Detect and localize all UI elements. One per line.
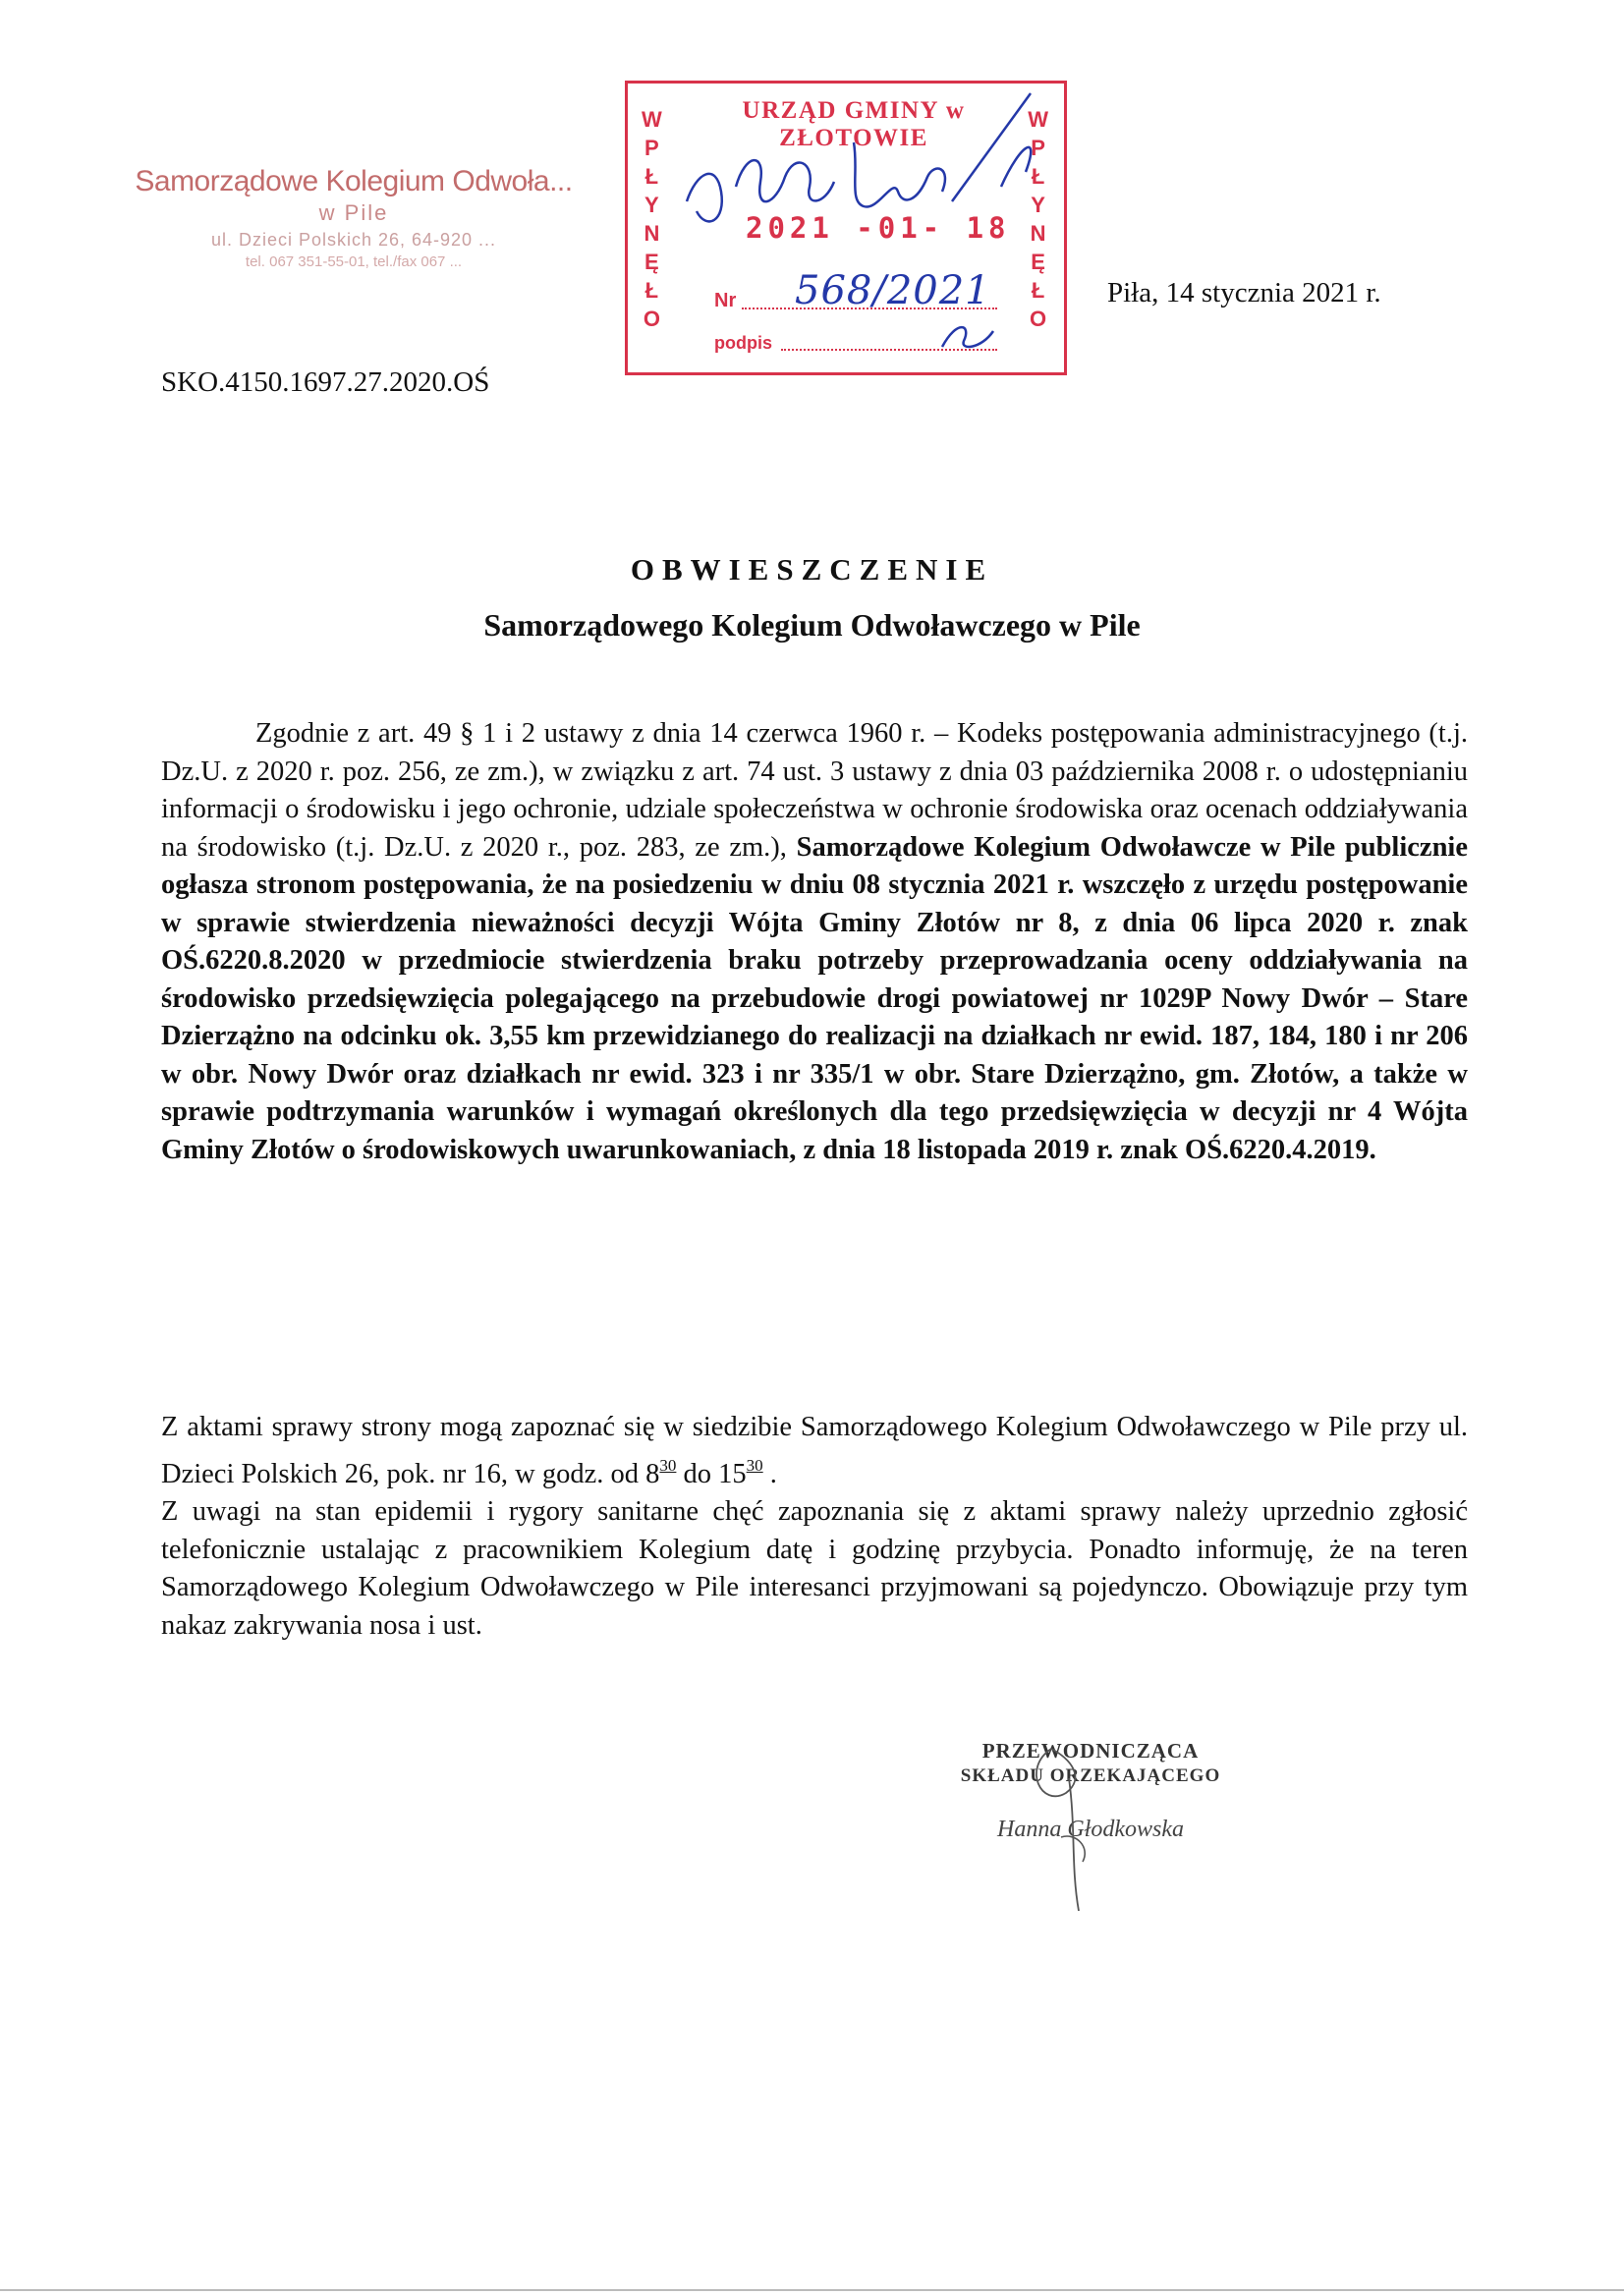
- registry-stamp-side-letter: Ł: [644, 278, 659, 303]
- paragraph-main: [161, 715, 1468, 1169]
- header-stamp: [118, 165, 589, 270]
- registry-stamp-side-letter: Ę: [1031, 250, 1045, 274]
- access-hours-text: Z aktami sprawy strony mogą zapoznać się w siedzibie Samorządowego Kolegium Odwoławczego w Pile przy ul. Dzieci Polskich 26, pok. nr 16, w godz. od: [161, 1412, 1468, 1489]
- registry-stamp-office: URZĄD GMINY w ZŁOTOWIE: [742, 97, 966, 151]
- registry-stamp-side-letter: N: [644, 221, 660, 246]
- handwritten-signature-scribble: [628, 84, 1070, 378]
- paragraph-main-normal: Zgodnie z art. 49 § 1 i 2 ustawy z dnia 14 czerwca 1960 r. – Kodeks postępowania administracyjnego (t.j. Dz.U. z 2020 r. poz. 256, ze zm.), w związku z art. 74 ust. 3 ustawy z dnia 03 października 2008 r. o udostępnianiu informacji o środowisku i jego ochronie, udziale społeczeństwa w ochronie środowiska oraz ocenach oddziaływania na środowisko (t.j. Dz.U. z 2020 r., poz. 283, ze zm.),: [161, 718, 1468, 863]
- registry-stamp-date: 2021 -01- 18: [746, 211, 1011, 245]
- signature-block: [904, 1739, 1277, 1843]
- registry-stamp-side-letter: Y: [1031, 193, 1045, 217]
- registry-stamp-side-letter: P: [644, 136, 659, 160]
- registry-stamp-side-letter: Ł: [644, 164, 659, 189]
- registry-stamp-nr-value: 568/2021: [795, 268, 991, 313]
- registry-stamp-side-letter: Ł: [1031, 278, 1045, 303]
- hours-between: do: [676, 1458, 719, 1489]
- paragraph-main-bold: Samorządowe Kolegium Odwoławcze w Pile publicznie ogłasza stronom postępowania, że na posiedzeniu w dniu 08 stycznia 2021 r. wszczęło z urzędu postępowanie w sprawie stwierdzenia nieważności decyzji Wójta Gminy Złotów nr 8, z dnia 06 lipca 2020 r. znak OŚ.6220.8.2020 w przedmiocie stwierdzenia braku potrzeby przeprowadzania oceny oddziaływania na środowisko przedsięwzięcia polegającego na przebudowie drogi powiatowej nr 1029P Nowy Dwór – Stare Dzierzążno na odcinku ok. 3,55 km przewidzianego do realizacji na działkach nr ewid. 187, 184, 180 i nr 206 w obr. Nowy Dwór oraz działkach nr ewid. 323 i nr 335/1 w obr. Stare Dzierzążno, gm. Złotów, a także w sprawie podtrzymania warunków i wymagań określonych dla tego przedsięwzięcia w decyzji nr 4 Wójta Gminy Złotów o środowiskowych uwarunkowaniach, z dnia 18 listopada 2019 r. znak OŚ.6220.4.2019.: [161, 831, 1468, 1165]
- hours-end: .: [762, 1458, 777, 1489]
- hours-to-minutes: 30: [746, 1455, 763, 1475]
- header-stamp-city: w Pile: [318, 200, 389, 225]
- document-title: OBWIESZCZENIE: [630, 552, 994, 587]
- case-number: SKO.4150.1697.27.2020.OŚ: [161, 366, 490, 398]
- registry-stamp-side-letter: Y: [644, 193, 659, 217]
- registry-stamp-nr-label: Nr: [714, 290, 737, 311]
- header-stamp-institution: Samorządowe Kolegium Odwoła...: [135, 165, 573, 197]
- registry-stamp-side-letter: W: [642, 107, 662, 132]
- signature-role-line1: PRZEWODNICZĄCA: [981, 1739, 1200, 1763]
- registry-stamp-side-letter: W: [1028, 107, 1048, 132]
- header-stamp-phone: tel. 067 351-55-01, tel./fax 067 ...: [245, 253, 463, 270]
- header-stamp-address: ul. Dzieci Polskich 26, 64-920 ...: [210, 230, 497, 250]
- hours-from-minutes: 30: [659, 1455, 677, 1475]
- page-bottom-edge: [0, 2289, 1624, 2291]
- registry-stamp-side-letter: N: [1030, 221, 1046, 246]
- registry-stamp-side-letter: O: [643, 307, 660, 331]
- hours-to: 15: [718, 1458, 747, 1489]
- registry-stamp-podpis-label: podpis: [714, 333, 772, 353]
- registry-stamp-side-letter: Ę: [644, 250, 659, 274]
- paragraph-access-hours: [161, 1409, 1468, 1493]
- registry-stamp-side-letter: O: [1030, 307, 1047, 331]
- signature-role-line2: SKŁADU ORZEKAJĄCEGO: [960, 1765, 1221, 1786]
- registry-stamp-side-letter: Ł: [1031, 164, 1045, 189]
- place-and-date: Piła, 14 stycznia 2021 r.: [1107, 277, 1381, 308]
- signature-name: Hanna Głodkowska: [997, 1817, 1184, 1842]
- handwritten-signature: [904, 1739, 1277, 1916]
- paragraph-epidemic-notice: Z uwagi na stan epidemii i rygory sanitarne chęć zapoznania się z aktami sprawy należy uprzednio zgłosić telefonicznie ustalając z pracownikiem Kolegium datę i godzinę przybycia. Ponadto informuję, że na teren Samorządowego Kolegium Odwoławczego w Pile interesanci przyjmowani są pojedynczo. Obowiązuje przy tym nakaz zakrywania nosa i ust.: [161, 1496, 1468, 1641]
- document-subtitle: Samorządowego Kolegium Odwoławczego w Pile: [483, 607, 1141, 643]
- hours-from: 8: [645, 1458, 660, 1489]
- registry-stamp-side-letter: P: [1031, 136, 1045, 160]
- registry-stamp: [625, 81, 1067, 375]
